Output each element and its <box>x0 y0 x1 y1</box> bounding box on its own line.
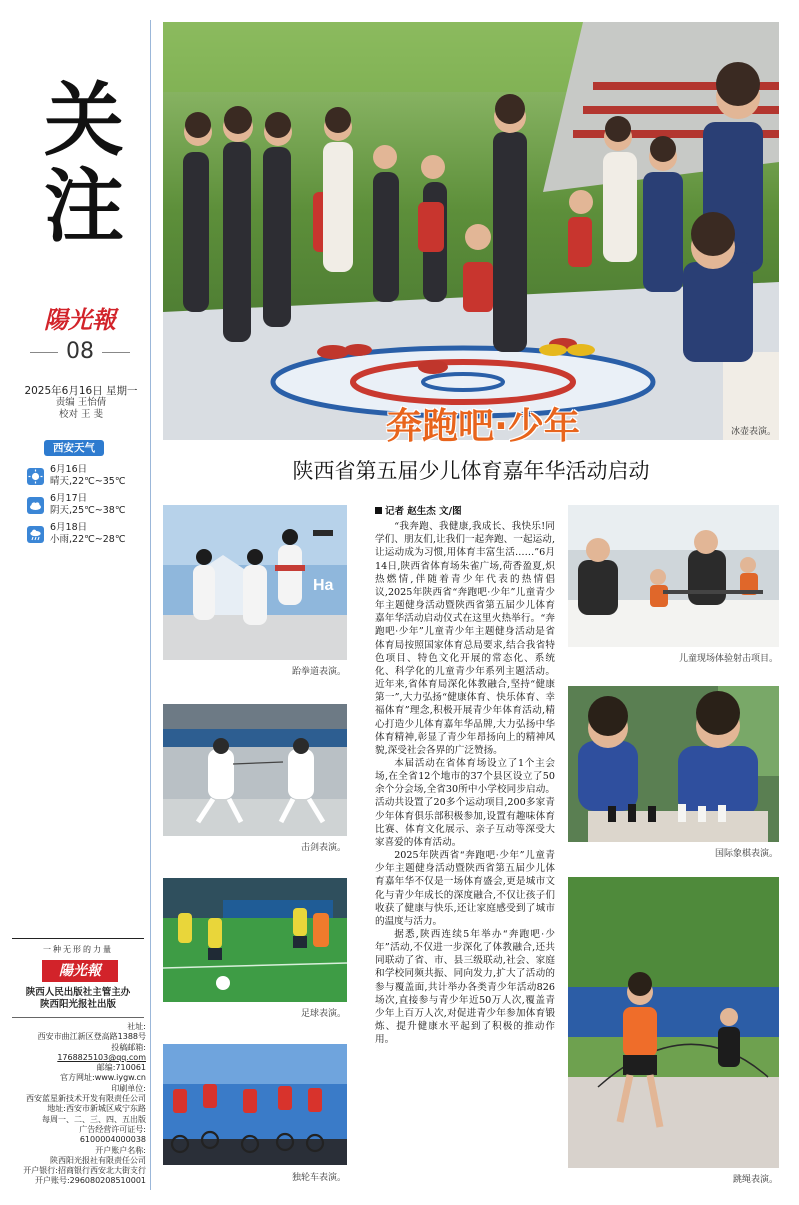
issue-date: 2025年6月16日 星期一 <box>24 385 138 397</box>
weather-day-2 <box>24 493 144 521</box>
editor-credits <box>18 397 144 421</box>
info-line: 地址:西安市新城区咸宁东路 <box>47 1104 146 1114</box>
photo-shooting <box>568 505 779 647</box>
section-title <box>34 74 134 253</box>
weather-day-3 <box>24 522 144 550</box>
info-line: 印刷单位: <box>111 1083 146 1093</box>
photo-chess <box>568 686 779 842</box>
byline-text: 记者 赵生杰 文/图 <box>385 506 462 517</box>
headline-kicker: 奔跑吧·少年 <box>386 406 580 447</box>
rain-icon <box>27 526 44 543</box>
article-paragraph: 2025年陕西省“奔跑吧·少年”儿童青少年主题健身活动暨陕西省第五届少儿体育嘉年华不仅是一场体育盛会,更是城市文化与青少年成长的深度融合,不仅让孩子们收获了健康与快乐,还让家庭感受到了城市的温度与活力。 <box>375 850 555 927</box>
caption-jumprope: 跳绳表演。 <box>732 1175 778 1185</box>
info-line: 投稿邮箱: <box>111 1042 146 1052</box>
divider <box>12 938 144 939</box>
weather-day-1 <box>24 464 144 492</box>
caption-fencing: 击剑表演。 <box>300 843 346 853</box>
article-paragraph: “我奔跑、我健康,我成长、我快乐!同学们、朋友们,让我们一起奔跑、一起运动,让运动成为习惯,用体育丰富生活……”6月14日,陕西省体育场朱雀广场,荷香盈夏,炽热燃情,伴随着青少年代表的热情倡议,2025年陕西省“奔跑吧·少年”儿童青少年主题健身活动暨陕西省第五届少儿体育嘉年华活动启动仪式在这里火热举行。“奔跑吧·少年”儿童青少年主题健身活动是省体育局按照国家体育总局要求,结合我省特色项目、特色文化开展的常态化、系统化、科学化的儿童青少年系列主题活动。近年来,省体育局深化体教融合,坚持“健康第一”,大力弘扬“健康体育、快乐体育、幸福体育”理念,积极开展青少年体育活动,精心打造少儿体育嘉年华品牌,大力弘扬中华体育精神,彰显了青少年昂扬向上的精神风貌,深受社会各界的广泛赞扬。 <box>375 521 555 756</box>
photo-taekwondo <box>163 505 347 660</box>
divider <box>12 1017 144 1018</box>
caption-football: 足球表演。 <box>300 1009 346 1019</box>
info-line: 6100004000038 <box>79 1135 146 1145</box>
info-line: 开户银行:招商银行西安北大街支行 <box>23 1166 146 1176</box>
weather-desc: 晴天,22℃~35℃ <box>50 476 126 487</box>
info-line: 西安市曲江新区登高路1388号 <box>37 1032 146 1042</box>
info-line: 邮编:710061 <box>96 1063 146 1073</box>
section-title-char-1: 关 <box>44 74 124 167</box>
paper-logo: 陽光報 <box>44 305 116 334</box>
article-paragraph: 据悉,陕西连续5年举办“奔跑吧·少年”活动,不仅进一步深化了体教融合,还共同联动了省、市、县三级联动,社会、家庭和学校同频共振、同向发力,扩大了活动的参与覆盖面,共计举办各类青少年活动826场次,直接参与青少年近50万人次,覆盖青少年上百万人次,对促进青少年参加体育锻炼、提升健康水平起到了积极的推动作用。 <box>375 929 555 1046</box>
caption-main: 冰壶表演。 <box>730 427 776 437</box>
info-line: 陕西阳光报社有限责任公司 <box>50 1155 146 1165</box>
caption-shooting: 儿童现场体验射击项目。 <box>678 654 778 664</box>
caption-chess: 国际象棋表演。 <box>714 849 778 859</box>
host-line-2: 陕西阳光报社出版 <box>39 999 116 1010</box>
page-number-block <box>30 338 130 366</box>
info-line: 开户账号:296080208510001 <box>34 1176 146 1186</box>
info-line: 广告经营许可证号: <box>79 1124 146 1134</box>
publisher-logo: 陽光報 <box>42 960 118 982</box>
info-line: 开户账户名称: <box>95 1145 146 1155</box>
email-link[interactable]: 1768825103@qq.com <box>57 1052 146 1062</box>
left-column <box>0 0 150 1205</box>
weather-date: 6月17日 <box>50 493 88 504</box>
weather-desc: 阴天,25℃~38℃ <box>50 505 126 516</box>
weather-title: 西安天气 <box>44 440 104 456</box>
svg-text:Ha: Ha <box>313 577 334 594</box>
rule-right <box>102 352 130 353</box>
host-line-1: 陕西人民出版社主管主办 <box>25 987 131 998</box>
photo-jumprope <box>568 877 779 1168</box>
info-line: 社址: <box>127 1022 146 1031</box>
editor: 责编 王怡倩 <box>55 397 107 408</box>
weather-date: 6月18日 <box>50 522 88 533</box>
proofreader: 校对 王 斐 <box>58 409 104 420</box>
photo-fencing <box>163 704 347 836</box>
column-divider <box>150 20 151 1190</box>
article-body <box>375 505 555 1046</box>
byline <box>375 505 555 518</box>
article-paragraph: 本届活动在省体育场设立了1个主会场,在全省12个地市的37个县区设立了50余个分会场,全省30所中小学校同步启动。活动共设置了20多个运动项目,200多家青少年体育俱乐部积极参加,设置有趣味体育比赛、体育文化展示、亲子互动等深受大家喜爱的体育活动。 <box>375 757 555 848</box>
weather-desc: 小雨,22℃~28℃ <box>50 534 126 545</box>
weather-date: 6月16日 <box>50 464 88 475</box>
page-number: 08 <box>66 339 94 364</box>
caption-taekwondo: 跆拳道表演。 <box>291 667 346 677</box>
publisher-info <box>4 1022 146 1187</box>
photo-football <box>163 878 347 1002</box>
section-title-char-2: 注 <box>44 160 124 253</box>
byline-marker-icon <box>375 507 382 514</box>
info-line: 西安蓝星新技术开发有限责任公司 <box>26 1094 146 1104</box>
caption-unicycle: 独轮车表演。 <box>291 1173 346 1183</box>
sun-icon <box>27 468 44 485</box>
tagline: 一种无形的力量 <box>43 945 113 954</box>
photo-unicycle <box>163 1044 347 1165</box>
info-line: 每周一、二、三、四、五出版 <box>42 1114 146 1124</box>
cloud-icon <box>27 497 44 514</box>
main-photo-curling <box>163 22 779 440</box>
headline-title: 陕西省第五届少儿体育嘉年华活动启动 <box>292 459 650 483</box>
publisher-hosts <box>12 987 144 1011</box>
website-link[interactable]: 官方网址:www.iygw.cn <box>60 1073 146 1083</box>
